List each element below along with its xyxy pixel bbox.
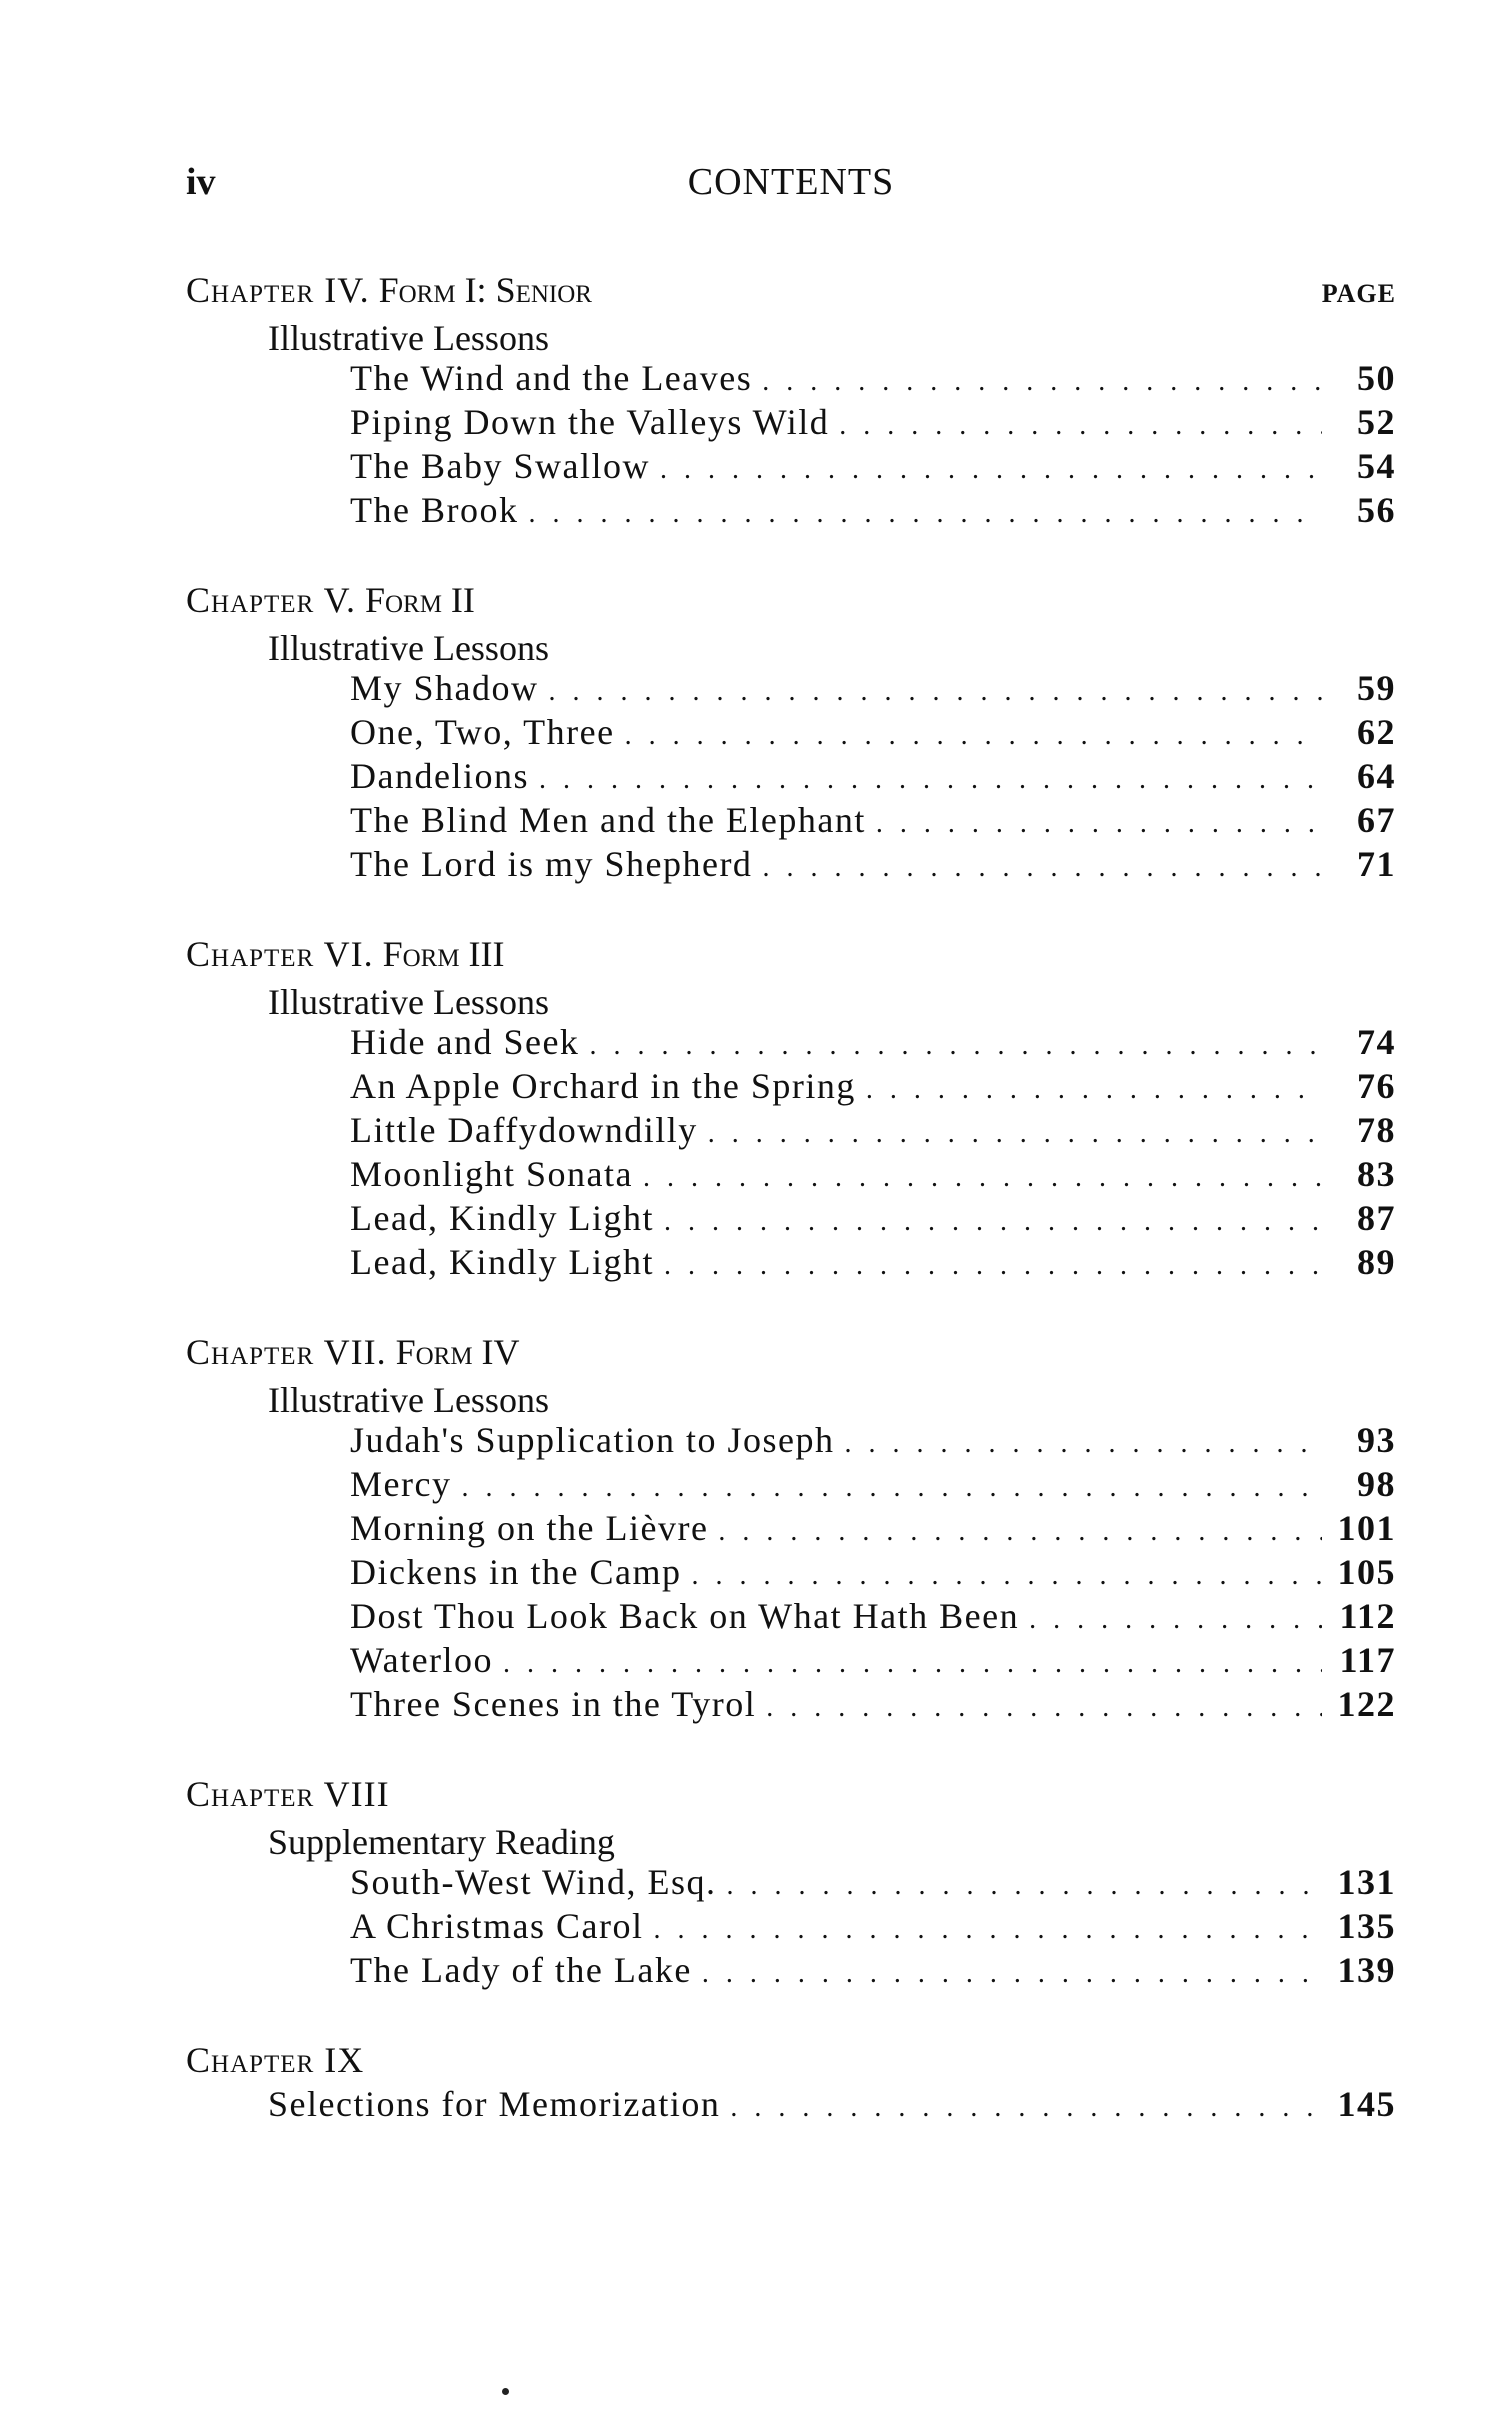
chapter-form: Form III [382, 934, 505, 974]
dot-leader [708, 1114, 1322, 1154]
entry-list [186, 1022, 1396, 1286]
entry-page-number: 56 [1357, 490, 1396, 530]
toc-entry[interactable] [350, 800, 1396, 844]
dot-leader [762, 848, 1322, 888]
entry-page-number: 131 [1337, 1862, 1396, 1902]
entry-page-number: 122 [1337, 1684, 1396, 1724]
entry-title: Selections for Memorization [268, 2084, 721, 2124]
entry-title: The Brook [350, 490, 519, 530]
toc-entry[interactable] [350, 1242, 1396, 1286]
entry-page-number: 74 [1357, 1022, 1396, 1062]
entry-page-number: 145 [1337, 2084, 1396, 2124]
entry-title: Lead, Kindly Light [350, 1198, 654, 1238]
entry-title: Morning on the Lièvre [350, 1508, 709, 1548]
chapter-form: Form II [364, 580, 475, 620]
entry-title: One, Two, Three [350, 712, 615, 752]
dot-leader [528, 494, 1322, 534]
chapter-heading [186, 1328, 1396, 1376]
chapter-label: Chapter V. [186, 580, 356, 620]
entry-title: Mercy [350, 1464, 452, 1504]
entry-page-number: 93 [1357, 1420, 1396, 1460]
entry-title: Dandelions [350, 756, 529, 796]
toc-entry[interactable] [350, 1552, 1396, 1596]
dot-leader [702, 1954, 1322, 1994]
section-label: Illustrative Lessons [268, 1380, 549, 1420]
chapter-heading [186, 576, 1396, 624]
entry-page-number: 67 [1357, 800, 1396, 840]
chapter-vi [186, 930, 1396, 1286]
toc-entry[interactable] [350, 1022, 1396, 1066]
dot-leader [664, 1246, 1322, 1286]
entry-title: Three Scenes in the Tyrol [350, 1684, 757, 1724]
entry-page-number: 98 [1357, 1464, 1396, 1504]
chapter-heading [186, 1770, 1396, 1818]
dot-leader [1029, 1600, 1322, 1640]
entry-list [186, 2084, 1396, 2128]
entry-page-number: 52 [1357, 402, 1396, 442]
toc-entry[interactable] [350, 1066, 1396, 1110]
dot-leader [503, 1644, 1322, 1684]
entry-title: Judah's Supplication to Joseph [350, 1420, 835, 1460]
entry-title: Hide and Seek [350, 1022, 580, 1062]
dot-leader [625, 716, 1322, 756]
toc-entry[interactable] [350, 1950, 1396, 1994]
dot-leader [549, 672, 1322, 712]
toc-entry[interactable] [350, 1684, 1396, 1728]
page-column-label: PAGE [1321, 279, 1396, 308]
section-label: Illustrative Lessons [268, 628, 549, 668]
entry-page-number: 139 [1337, 1950, 1396, 1990]
toc-entry[interactable] [268, 2084, 1396, 2128]
entry-page-number: 62 [1357, 712, 1396, 752]
toc-entry[interactable] [350, 668, 1396, 712]
toc-entry[interactable] [350, 446, 1396, 490]
entry-title: Piping Down the Valleys Wild [350, 402, 830, 442]
entry-page-number: 83 [1357, 1154, 1396, 1194]
page-number: iv [186, 161, 216, 203]
entry-title: An Apple Orchard in the Spring [350, 1066, 856, 1106]
toc-entry[interactable] [350, 358, 1396, 402]
dot-leader [766, 1688, 1322, 1728]
chapter-label: Chapter IV. [186, 270, 370, 310]
entry-title: The Wind and the Leaves [350, 358, 753, 398]
dot-leader [762, 362, 1322, 402]
section-label: Illustrative Lessons [268, 318, 549, 358]
entry-list [186, 358, 1396, 534]
entry-page-number: 135 [1337, 1906, 1396, 1946]
entry-page-number: 89 [1357, 1242, 1396, 1282]
toc-entry[interactable] [350, 1906, 1396, 1950]
entry-title: A Christmas Carol [350, 1906, 644, 1946]
toc-entry[interactable] [350, 1862, 1396, 1906]
chapter-form: Form I: Senior [378, 270, 592, 310]
entry-page-number: 78 [1357, 1110, 1396, 1150]
entry-page-number: 112 [1339, 1596, 1396, 1636]
chapter-form: Form IV [395, 1332, 520, 1372]
chapter-v [186, 576, 1396, 888]
toc-entry[interactable] [350, 1198, 1396, 1242]
toc-entry[interactable] [350, 1110, 1396, 1154]
toc-entry[interactable] [350, 756, 1396, 800]
entry-title: Lead, Kindly Light [350, 1242, 654, 1282]
toc-entry[interactable] [350, 1508, 1396, 1552]
entry-title: Dost Thou Look Back on What Hath Been [350, 1596, 1020, 1636]
toc-entry[interactable] [350, 1154, 1396, 1198]
dot-leader [876, 804, 1322, 844]
toc-entry[interactable] [350, 490, 1396, 534]
toc-entry[interactable] [350, 1596, 1396, 1640]
chapter-label: Chapter VII. [186, 1332, 387, 1372]
entry-page-number: 87 [1357, 1198, 1396, 1238]
chapter-ix [186, 2036, 1396, 2128]
entry-title: The Lady of the Lake [350, 1950, 692, 1990]
entry-page-number: 59 [1357, 668, 1396, 708]
entry-list [186, 1420, 1396, 1728]
entry-title: Dickens in the Camp [350, 1552, 682, 1592]
entry-page-number: 117 [1339, 1640, 1396, 1680]
toc-entry[interactable] [350, 1420, 1396, 1464]
dot-leader [691, 1556, 1322, 1596]
toc-entry[interactable] [350, 402, 1396, 446]
entry-list [186, 1862, 1396, 1994]
dot-leader [589, 1026, 1322, 1066]
section-label: Supplementary Reading [268, 1822, 615, 1862]
dot-leader [866, 1070, 1322, 1110]
entry-page-number: 101 [1337, 1508, 1396, 1548]
chapter-viii [186, 1770, 1396, 1994]
entry-page-number: 105 [1337, 1552, 1396, 1592]
table-of-contents [186, 266, 1396, 2170]
dot-leader [839, 406, 1322, 446]
chapter-label: Chapter VI. [186, 934, 374, 974]
dot-leader [727, 1866, 1323, 1906]
entry-page-number: 64 [1357, 756, 1396, 796]
entry-title: The Baby Swallow [350, 446, 650, 486]
dot-leader [461, 1468, 1322, 1508]
entry-title: South-West Wind, Esq. [350, 1862, 717, 1902]
dot-leader [539, 760, 1322, 800]
entry-title: The Blind Men and the Elephant [350, 800, 866, 840]
toc-entry[interactable] [350, 844, 1396, 888]
entry-page-number: 50 [1357, 358, 1396, 398]
entry-page-number: 71 [1357, 844, 1396, 884]
chapter-iv [186, 266, 1396, 534]
chapter-label: Chapter IX [186, 2040, 365, 2080]
page-title: CONTENTS [687, 161, 895, 203]
entry-page-number: 76 [1357, 1066, 1396, 1106]
dot-leader [730, 2088, 1322, 2128]
entry-title: The Lord is my Shepherd [350, 844, 753, 884]
chapter-heading [186, 930, 1396, 978]
dot-leader [660, 450, 1322, 490]
chapter-vii [186, 1328, 1396, 1728]
section-label: Illustrative Lessons [268, 982, 549, 1022]
toc-entry[interactable] [350, 1640, 1396, 1684]
chapter-heading [186, 266, 1396, 314]
ink-speck [502, 2388, 509, 2395]
entry-page-number: 54 [1357, 446, 1396, 486]
entry-title: Waterloo [350, 1640, 494, 1680]
entry-title: My Shadow [350, 668, 539, 708]
dot-leader [718, 1512, 1322, 1552]
chapter-label: Chapter VIII [186, 1774, 390, 1814]
dot-leader [654, 1910, 1323, 1950]
dot-leader [643, 1158, 1322, 1198]
toc-entry[interactable] [350, 1464, 1396, 1508]
dot-leader [664, 1202, 1322, 1242]
entry-list [186, 668, 1396, 888]
entry-title: Moonlight Sonata [350, 1154, 633, 1194]
chapter-heading [186, 2036, 1396, 2084]
dot-leader [844, 1424, 1322, 1464]
entry-title: Little Daffydowndilly [350, 1110, 698, 1150]
toc-entry[interactable] [350, 712, 1396, 756]
running-head [186, 160, 1396, 212]
